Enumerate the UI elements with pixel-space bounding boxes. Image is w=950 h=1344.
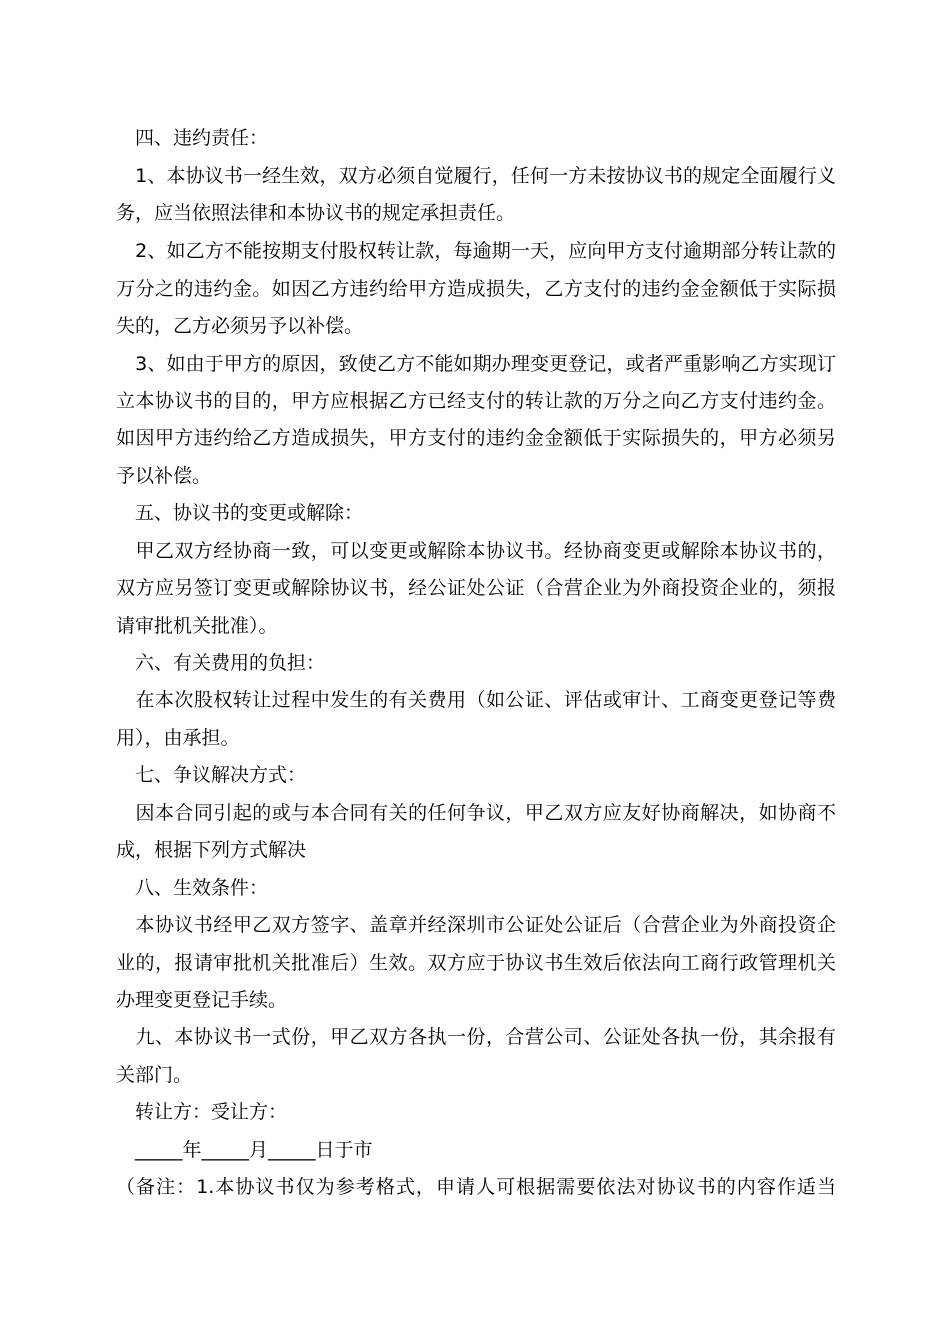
paragraph-line: 如因甲方违约给乙方造成损失，甲方支付的违约金金额低于实际损失的，甲方必须另	[116, 427, 836, 449]
paragraph-line: 2、如乙方不能按期支付股权转让款，每逾期一天，应向甲方支付逾期部分转让款的	[116, 240, 836, 262]
paragraph-line: 失的，乙方必须另予以补偿。	[116, 315, 364, 337]
paragraph-line: 立本协议书的目的，甲方应根据乙方已经支付的转让款的万分之向乙方支付违约金。	[116, 390, 836, 412]
heading-modification: 五、协议书的变更或解除：	[116, 502, 364, 524]
date-line: _____年_____月_____日于市	[116, 1139, 373, 1161]
paragraph-line: 双方应另签订变更或解除协议书，经公证处公证（合营企业为外商投资企业的，须报	[116, 577, 836, 599]
heading-dispute: 七、争议解决方式：	[116, 764, 307, 786]
heading-expenses: 六、有关费用的负担：	[116, 652, 326, 674]
paragraph-line: 关部门。	[116, 1064, 193, 1086]
heading-breach: 四、违约责任：	[116, 127, 269, 149]
paragraph-line: 请审批机关批准）。	[116, 615, 278, 637]
signature-parties: 转让方：受让方：	[116, 1101, 288, 1123]
paragraph-line: 务，应当依照法律和本协议书的规定承担责任。	[116, 202, 516, 224]
paragraph-line: 在本次股权转让过程中发生的有关费用（如公证、评估或审计、工商变更登记等费	[116, 689, 836, 711]
paragraph-line: 本协议书经甲乙双方签字、盖章并经深圳市公证处公证后（合营企业为外商投资企	[116, 914, 836, 936]
paragraph-line: 办理变更登记手续。	[116, 989, 288, 1011]
paragraph-line: 因本合同引起的或与本合同有关的任何争议，甲乙双方应友好协商解决，如协商不	[116, 802, 836, 824]
paragraph-line: 业的，报请审批机关批准后）生效。双方应于协议书生效后依法向工商行政管理机关	[116, 952, 836, 974]
paragraph-line: 万分之的违约金。如因乙方违约给甲方造成损失，乙方支付的违约金金额低于实际损	[116, 278, 836, 300]
paragraph-line: 成，根据下列方式解决	[116, 839, 307, 861]
paragraph-line: 用），由承担。	[116, 727, 240, 749]
paragraph-line: 3、如由于甲方的原因，致使乙方不能如期办理变更登记，或者严重影响乙方实现订	[116, 353, 836, 375]
heading-effective: 八、生效条件：	[116, 877, 269, 899]
paragraph-line: 予以补偿。	[116, 465, 212, 487]
remark-line: （备注：1.本协议书仅为参考格式，申请人可根据需要依法对协议书的内容作适当	[116, 1176, 836, 1198]
paragraph-line: 九、本协议书一式份，甲乙双方各执一份，合营公司、公证处各执一份，其余报有	[116, 1026, 836, 1048]
paragraph-line: 甲乙双方经协商一致，可以变更或解除本协议书。经协商变更或解除本协议书的，	[116, 540, 836, 562]
paragraph-line: 1、本协议书一经生效，双方必须自觉履行，任何一方未按协议书的规定全面履行义	[116, 165, 836, 187]
